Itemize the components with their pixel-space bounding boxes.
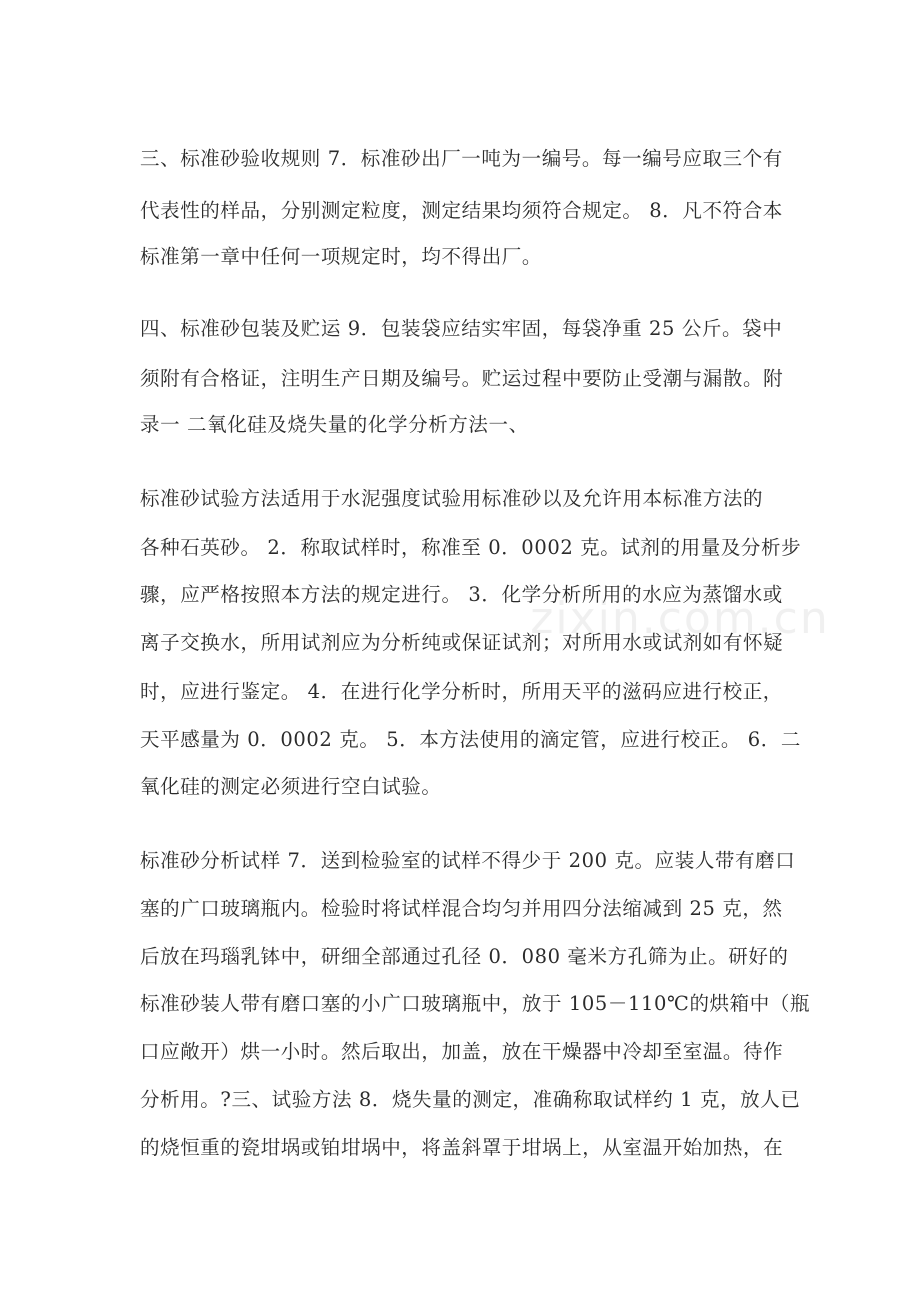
text-line: 标准砂分析试样 7．送到检验室的试样不得少于 200 克。应装人带有磨口 xyxy=(140,849,796,872)
text-line: 后放在玛瑙乳钵中，研细全部通过孔径 0．080 毫米方孔筛为止。研好的 xyxy=(140,945,789,968)
text-line: 口应敞开）烘一小时。然后取出，加盖，放在干燥器中冷却至室温。待作 xyxy=(140,1040,784,1063)
text-line: 标准第一章中任何一项规定时，均不得出厂。 xyxy=(140,245,543,268)
text-line: 各种石英砂。 2．称取试样时，称准至 0．0002 克。试剂的用量及分析步 xyxy=(140,536,802,559)
watermark: zixin.com.cn xyxy=(530,593,830,644)
text-line: 分析用。?三、试验方法 8．烧失量的测定，准确称取试样约 1 克，放人已 xyxy=(140,1088,801,1111)
text-line: 标准砂试验方法适用于水泥强度试验用标准砂以及允许用本标准方法的 xyxy=(140,487,764,510)
text-line: 须附有合格证，注明生产日期及编号。贮运过程中要防止受潮与漏散。附 xyxy=(140,367,784,390)
text-line: 标准砂装人带有磨口塞的小广口玻璃瓶中，放于 105－110℃的烘箱中（瓶 xyxy=(140,992,811,1015)
text-line: 塞的广口玻璃瓶内。检验时将试样混合均匀并用四分法缩减到 25 克，然 xyxy=(140,897,783,920)
text-line: 录一 二氧化硅及烧失量的化学分析方法一、 xyxy=(140,413,529,436)
text-line: 氧化硅的测定必须进行空白试验。 xyxy=(140,775,442,798)
text-line: 天平感量为 0．0002 克。 5．本方法使用的滴定管，应进行校正。 6．二 xyxy=(140,728,801,751)
text-line: 时，应进行鉴定。 4．在进行化学分析时，所用天平的滋码应进行校正， xyxy=(140,680,783,703)
text-line: 骤，应严格按照本方法的规定进行。 3．化学分析所用的水应为蒸馏水或 xyxy=(140,583,783,606)
text-line: 离子交换水，所用试剂应为分析纯或保证试剂；对所用水或试剂如有怀疑 xyxy=(140,631,784,654)
text-line: 三、标准砂验收规则 7．标准砂出厂一吨为一编号。每一编号应取三个有 xyxy=(140,147,783,170)
text-line: 代表性的样品，分别测定粒度，测定结果均须符合规定。 8．凡不符合本 xyxy=(140,199,783,222)
text-line: 四、标准砂包装及贮运 9．包装袋应结实牢固，每袋净重 25 公斤。袋中 xyxy=(140,317,783,340)
text-line: 的烧恒重的瓷坩埚或铂坩埚中，将盖斜罩于坩埚上，从室温开始加热，在 xyxy=(140,1136,784,1159)
